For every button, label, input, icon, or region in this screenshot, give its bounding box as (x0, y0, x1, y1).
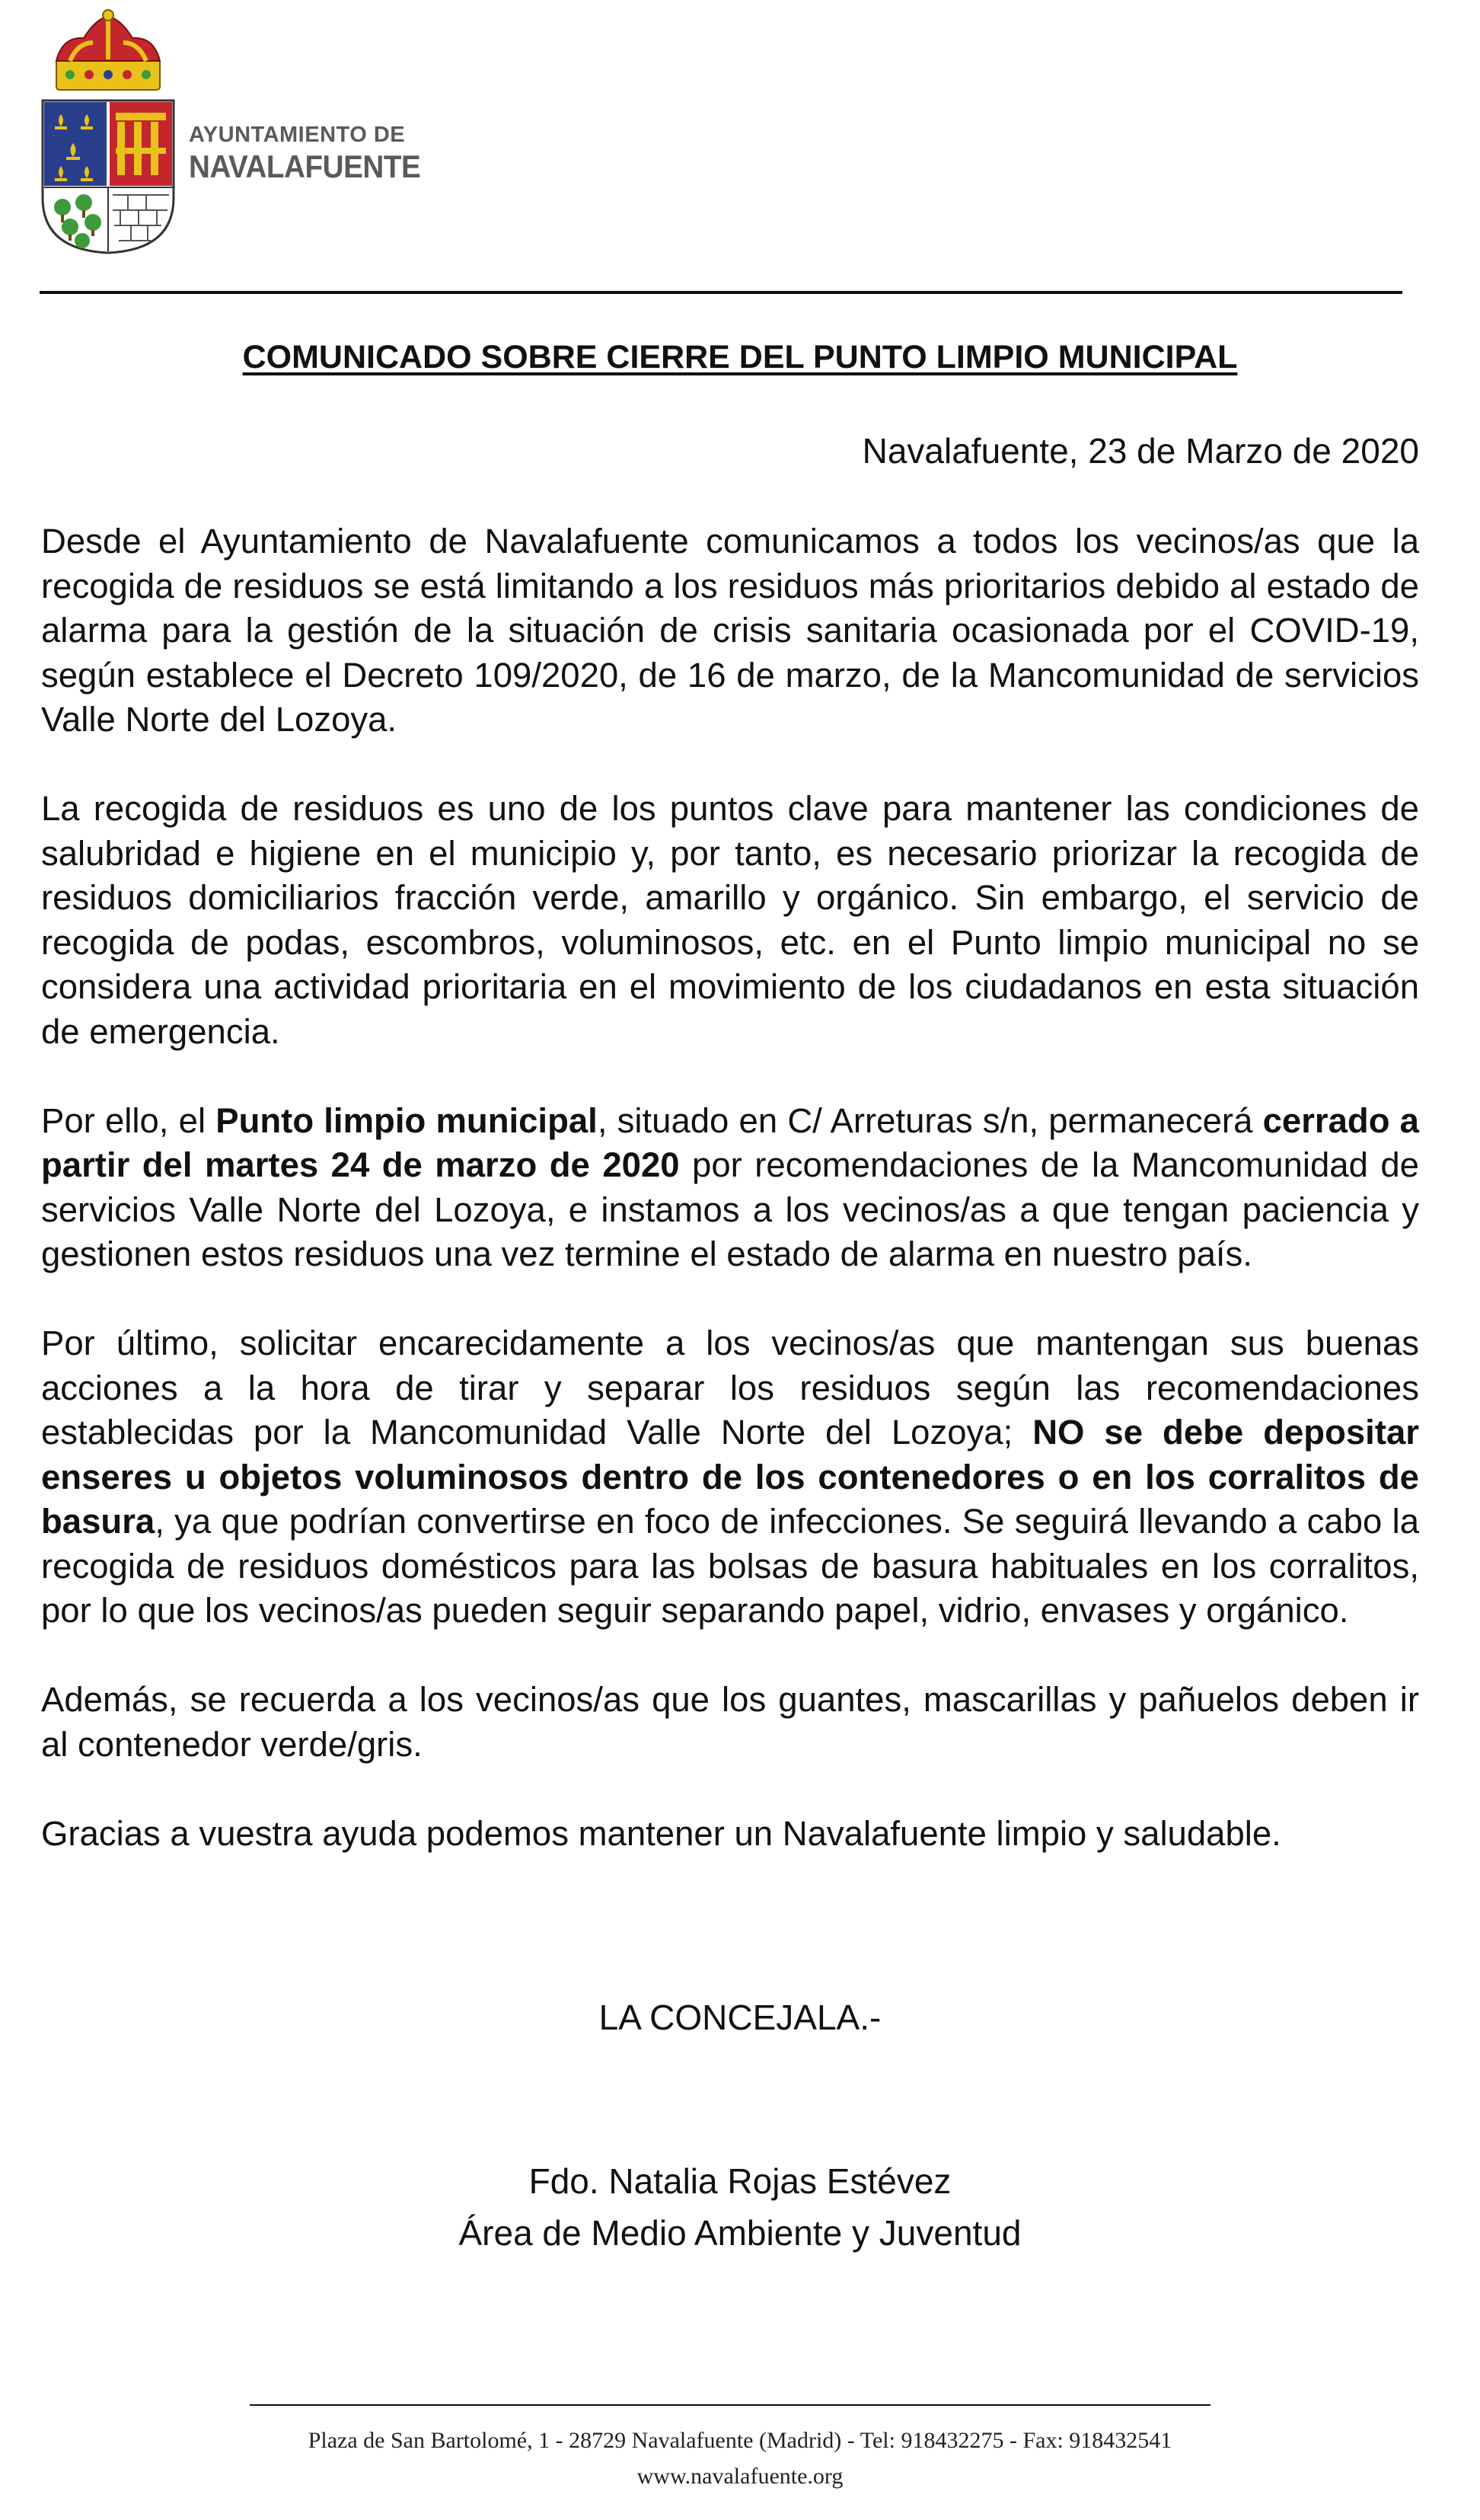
paragraph-5: Además, se recuerda a los vecinos/as que los guantes, mascarillas y pañuelos deben ir al contenedor verde/gris. (41, 1680, 1419, 1764)
header-divider (40, 291, 1402, 294)
p3-text-e: por recomendaciones de la Mancomunidad de servicios Valle Norte del Lozoya, e instamos a los vecinos/as a que tengan paciencia y gestionen estos residuos una vez termine el estado de alarma en nuestro país. (41, 1145, 1419, 1273)
org-line-1: AYUNTAMIENTO DE (189, 123, 406, 147)
p3-text-a: Por ello, el (41, 1100, 216, 1140)
organization-name (189, 122, 441, 186)
footer-divider (250, 2404, 1210, 2406)
document-body (41, 519, 1419, 1901)
signature-role: LA CONCEJALA.- (598, 1998, 882, 2037)
p3-bold-closing-date: cerrado a partir del martes 24 de marzo de 2020 (41, 1100, 1419, 1184)
p4-text-a: Por último, solicitar encarecidamente a los vecinos/as que mantengan sus buenas acciones a la hora de tirar y separar los residuos según las recomendaciones establecidas por la Mancomunidad Valle Norte del Lozoya; (41, 1324, 1419, 1452)
p4-bold-warning: NO se debe depositar enseres u objetos voluminosos dentro de los contenedores o en los corralitos de basura (41, 1413, 1419, 1541)
org-line-2: NAVALAFUENTE (189, 149, 421, 184)
document-title: COMUNICADO SOBRE CIERRE DEL PUNTO LIMPIO MUNICIPAL (242, 339, 1238, 375)
paragraph-6: Gracias a vuestra ayuda podemos mantener un Navalafuente limpio y saludable. (41, 1813, 1281, 1853)
paragraph-4 (41, 1321, 1419, 1634)
paragraph-2: La recogida de residuos es uno de los puntos clave para mantener las condiciones de salubridad e higiene en el municipio y, por tanto, es necesario priorizar la recogida de residuos domiciliarios fracción verde, amarillo y orgánico. Sin embargo, el servicio de recogida de podas, escombros, voluminosos, etc. en el Punto limpio municipal no se considera una actividad prioritaria en el movimiento de los ciudadanos en esta situación de emergencia. (41, 789, 1419, 1051)
signature-area: Área de Medio Ambiente y Juventud (458, 2213, 1022, 2253)
paragraph-3 (41, 1099, 1419, 1277)
footer-address: Plaza de San Bartolomé, 1 - 28729 Navalafuente (Madrid) - Tel: 918432275 - Fax: 918432541 (308, 2428, 1172, 2453)
signature-name: Fdo. Natalia Rojas Estévez (528, 2161, 952, 2201)
p3-text-c: , situado en C/ Arreturas s/n, permanecerá (597, 1100, 1263, 1140)
paragraph-1: Desde el Ayuntamiento de Navalafuente comunicamos a todos los vecinos/as que la recogida de residuos se está limitando a los residuos más prioritarios debido al estado de alarma para la gestión de la situación de crisis sanitaria ocasionada por el COVID-19, según establece el Decreto 109/2020, de 16 de marzo, de la Mancomunidad de servicios Valle Norte del Lozoya. (41, 522, 1419, 739)
p4-text-c: , ya que podrían convertirse en foco de infecciones. Se seguirá llevando a cabo la recogida de residuos domésticos para las bolsas de basura habituales en los corralitos, por lo que los vecinos/as pueden seguir separando papel, vidrio, envases y orgánico. (41, 1502, 1419, 1630)
p3-bold-punto-limpio: Punto limpio municipal (215, 1100, 598, 1140)
footer-website: www.navalafuente.org (636, 2464, 844, 2489)
crown-icon (56, 10, 160, 90)
shield-icon (43, 101, 174, 253)
dateline: Navalafuente, 23 de Marzo de 2020 (862, 431, 1419, 471)
coat-of-arms-icon (40, 8, 177, 259)
